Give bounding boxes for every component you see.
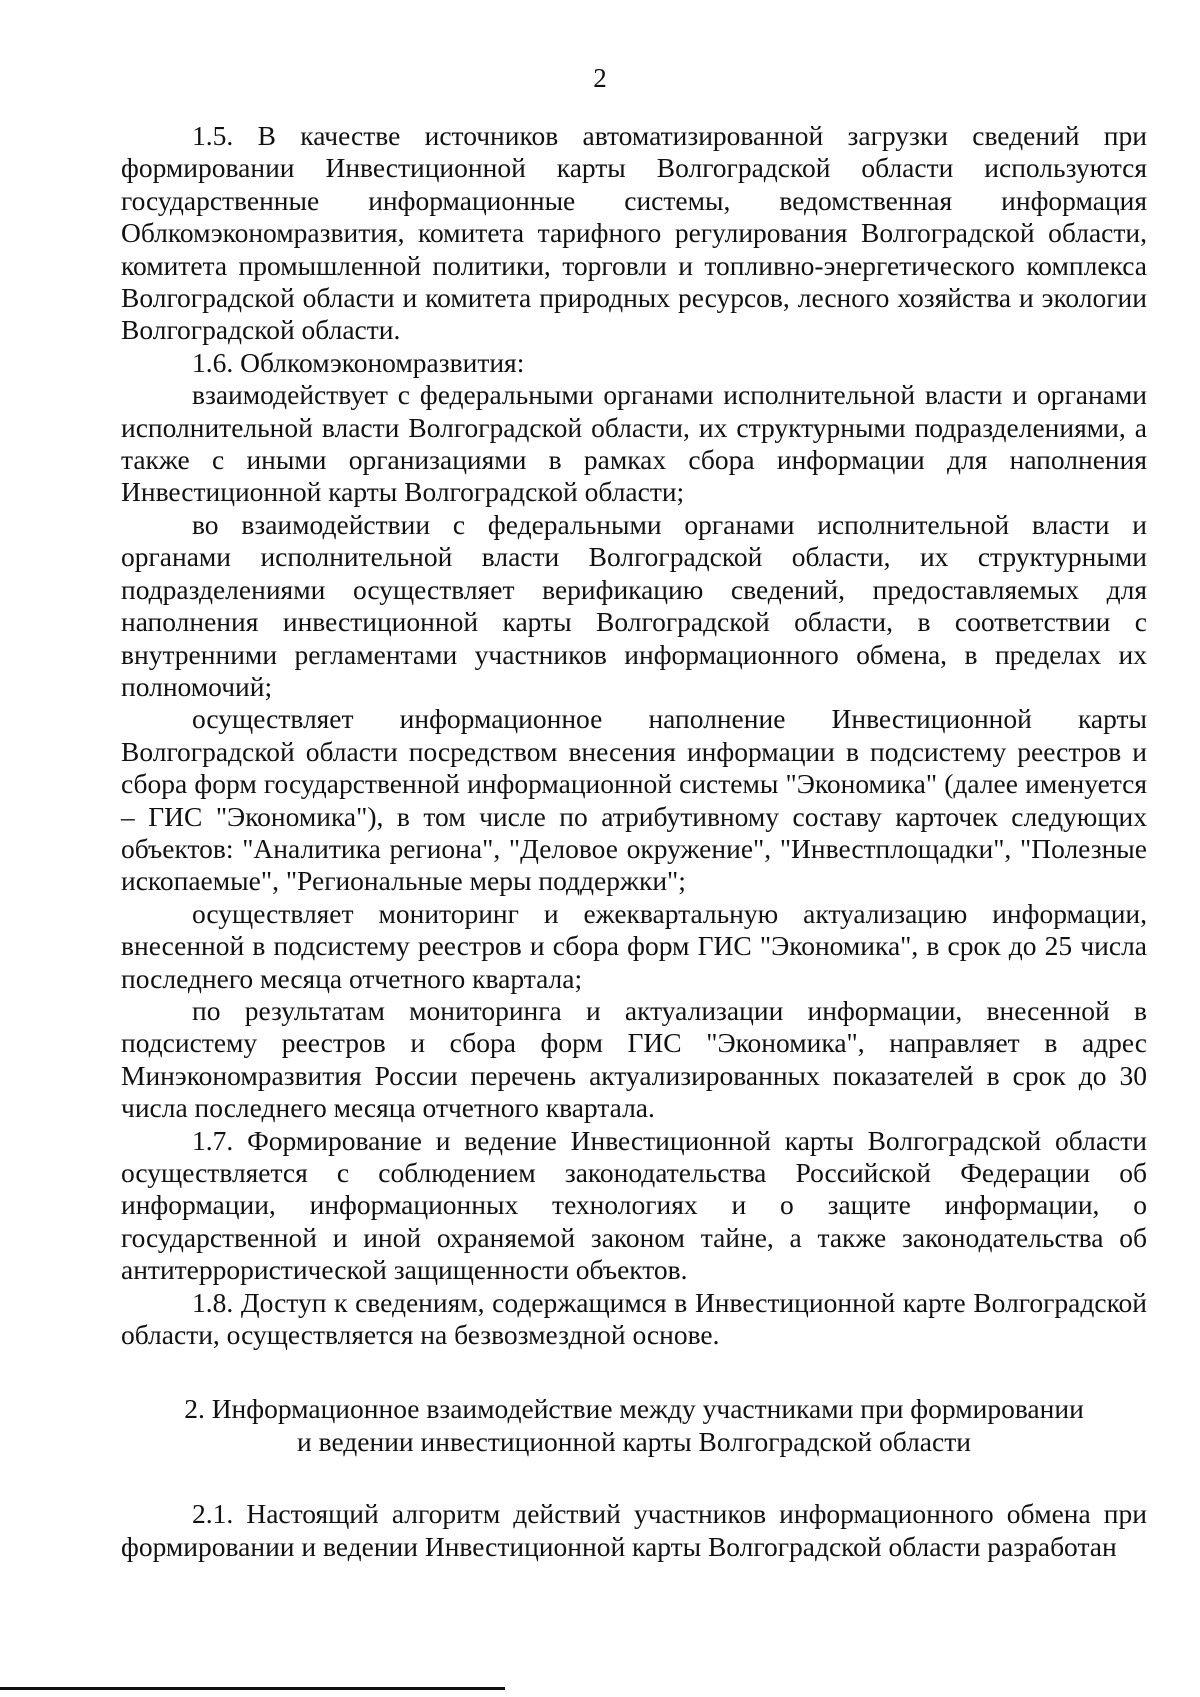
paragraph-1-6: 1.6. Облкомэкономразвития: <box>192 346 525 378</box>
paragraph-1-8: 1.8. Доступ к сведениям, содержащимся в Инвестиционной карте Волгоградской области, осуществляется на безвозмездной основе. <box>121 1286 1147 1351</box>
section-2-heading <box>121 1393 1147 1458</box>
paragraph-1-7: 1.7. Формирование и ведение Инвестиционной карты Волгоградской области осуществляется с соблюдением законодательства Российской Федерации об информации, информационных технологиях и о защите информации, о государственной и иной охраняемой законом тайне, а также законодательства об антитеррористической защищенности объектов. <box>121 1124 1147 1286</box>
page-number: 2 <box>593 63 607 93</box>
paragraph-2-1: 2.1. Настоящий алгоритм действий участников информационного обмена при формировании и ведении Инвестиционной карты Волгоградской области разработан <box>121 1498 1147 1562</box>
section-2-heading-line-2: и ведении инвестиционной карты Волгоградской области <box>297 1425 971 1457</box>
document-body <box>121 120 1147 1563</box>
paragraph-1-6-filling: осуществляет информационное наполнение Инвестиционной карты Волгоградской области посредством внесения информации в подсистему реестров и сбора форм государственной информационной системы "Экономика" (далее именуется – ГИС "Экономика"), в том числе по атрибутивному составу карточек следующих объектов: "Аналитика региона", "Деловое окружение", "Инвестплощадки", "Полезные ископаемые", "Региональные меры поддержки"; <box>121 703 1147 897</box>
bottom-rule <box>0 1687 505 1690</box>
paragraph-1-6-interaction: взаимодействует с федеральными органами исполнительной власти и органами исполнительной власти Волгоградской области, их структурными подразделениями, а также с иными организациями в рамках сбора информации для наполнения Инвестиционной карты Волгоградской области; <box>121 379 1147 508</box>
paragraph-1-6-monitoring: осуществляет мониторинг и ежеквартальную актуализацию информации, внесенной в подсистему реестров и сбора форм ГИС "Экономика", в срок до 25 числа последнего месяца отчетного квартала; <box>121 897 1147 994</box>
paragraph-1-5: 1.5. В качестве источников автоматизированной загрузки сведений при формировании Инвестиционной карты Волгоградской области используются государственные информационные системы, ведомственная информация Облкомэкономразвития, комитета тарифного регулирования Волгоградской области, комитета промышленной политики, торговли и топливно-энергетического комплекса Волгоградской области и комитета природных ресурсов, лесного хозяйства и экологии Волгоградской области. <box>121 120 1147 346</box>
section-2-heading-line-1: 2. Информационное взаимодействие между участниками при формировании <box>184 1393 1084 1425</box>
paragraph-1-6-verification: во взаимодействии с федеральными органами исполнительной власти и органами исполнительной власти Волгоградской области, их структурными подразделениями осуществляет верификацию сведений, предоставляемых для наполнения инвестиционной карты Волгоградской области, в соответствии с внутренними регламентами участников информационного обмена, в пределах их полномочий; <box>121 508 1147 702</box>
paragraph-1-6-results: по результатам мониторинга и актуализации информации, внесенной в подсистему реестров и сбора форм ГИС "Экономика", направляет в адрес Минэкономразвития России перечень актуализированных показателей в срок до 30 числа последнего месяца отчетного квартала. <box>121 994 1147 1124</box>
